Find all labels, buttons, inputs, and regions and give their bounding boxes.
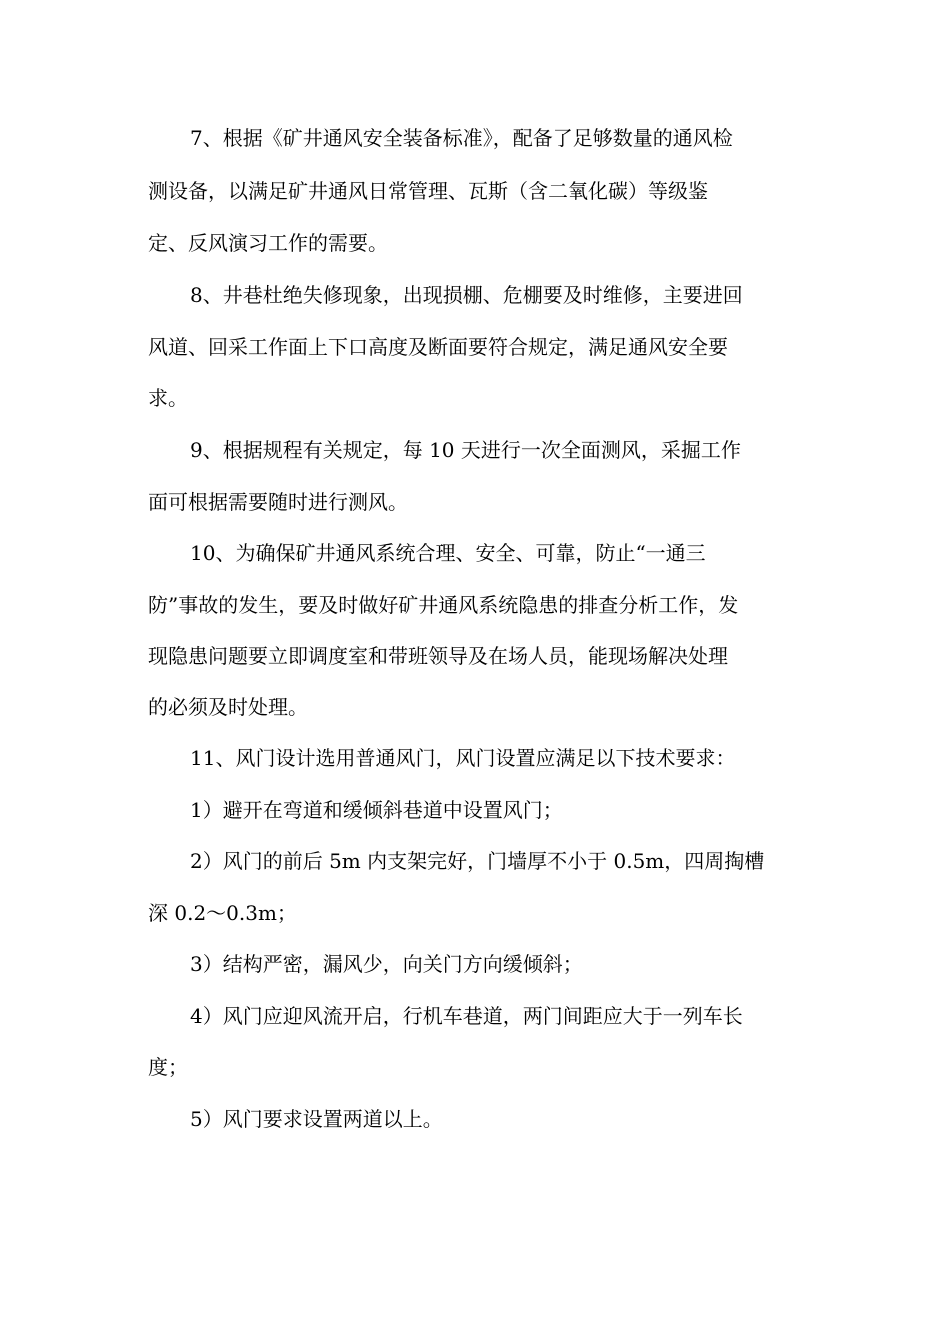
sub-item-5: 5）风门要求设置两道以上。 bbox=[190, 1107, 443, 1131]
sub-item-4-line-2: 度； bbox=[148, 1055, 188, 1079]
item-9-line-2: 面可根据需要随时进行测风。 bbox=[148, 490, 408, 514]
item-10-line-4: 的必须及时处理。 bbox=[148, 695, 308, 719]
sub-item-2-line-1: 2）风门的前后 5m 内支架完好，门墙厚不小于 0.5m，四周掏槽 bbox=[190, 849, 765, 873]
item-7-line-2: 测设备，以满足矿井通风日常管理、瓦斯（含二氧化碳）等级鉴 bbox=[148, 179, 708, 203]
item-8-line-3: 求。 bbox=[148, 386, 188, 410]
item-9-line-1: 9、根据规程有关规定，每 10 天进行一次全面测风，采掘工作 bbox=[190, 438, 741, 462]
item-10-line-2: 防”事故的发生，要及时做好矿井通风系统隐患的排查分析工作，发 bbox=[148, 593, 739, 617]
sub-item-4-line-1: 4）风门应迎风流开启，行机车巷道，两门间距应大于一列车长 bbox=[190, 1004, 743, 1028]
item-8-line-1: 8、井巷杜绝失修现象，出现损棚、危棚要及时维修，主要进回 bbox=[190, 283, 743, 307]
item-11-line-1: 11、风门设计选用普通风门，风门设置应满足以下技术要求： bbox=[190, 746, 736, 770]
item-7-line-1: 7、根据《矿井通风安全装备标准》，配备了足够数量的通风检 bbox=[190, 126, 733, 150]
sub-item-2-line-2: 深 0.2～0.3m； bbox=[148, 901, 297, 925]
item-10-line-3: 现隐患问题要立即调度室和带班领导及在场人员，能现场解决处理 bbox=[148, 644, 728, 668]
item-10-line-1: 10、为确保矿井通风系统合理、安全、可靠，防止“一通三 bbox=[190, 541, 706, 565]
item-7-line-3: 定、反风演习工作的需要。 bbox=[148, 231, 388, 255]
sub-item-3: 3）结构严密，漏风少，向关门方向缓倾斜； bbox=[190, 952, 583, 976]
item-8-line-2: 风道、回采工作面上下口高度及断面要符合规定，满足通风安全要 bbox=[148, 335, 728, 359]
sub-item-1: 1）避开在弯道和缓倾斜巷道中设置风门； bbox=[190, 798, 563, 822]
